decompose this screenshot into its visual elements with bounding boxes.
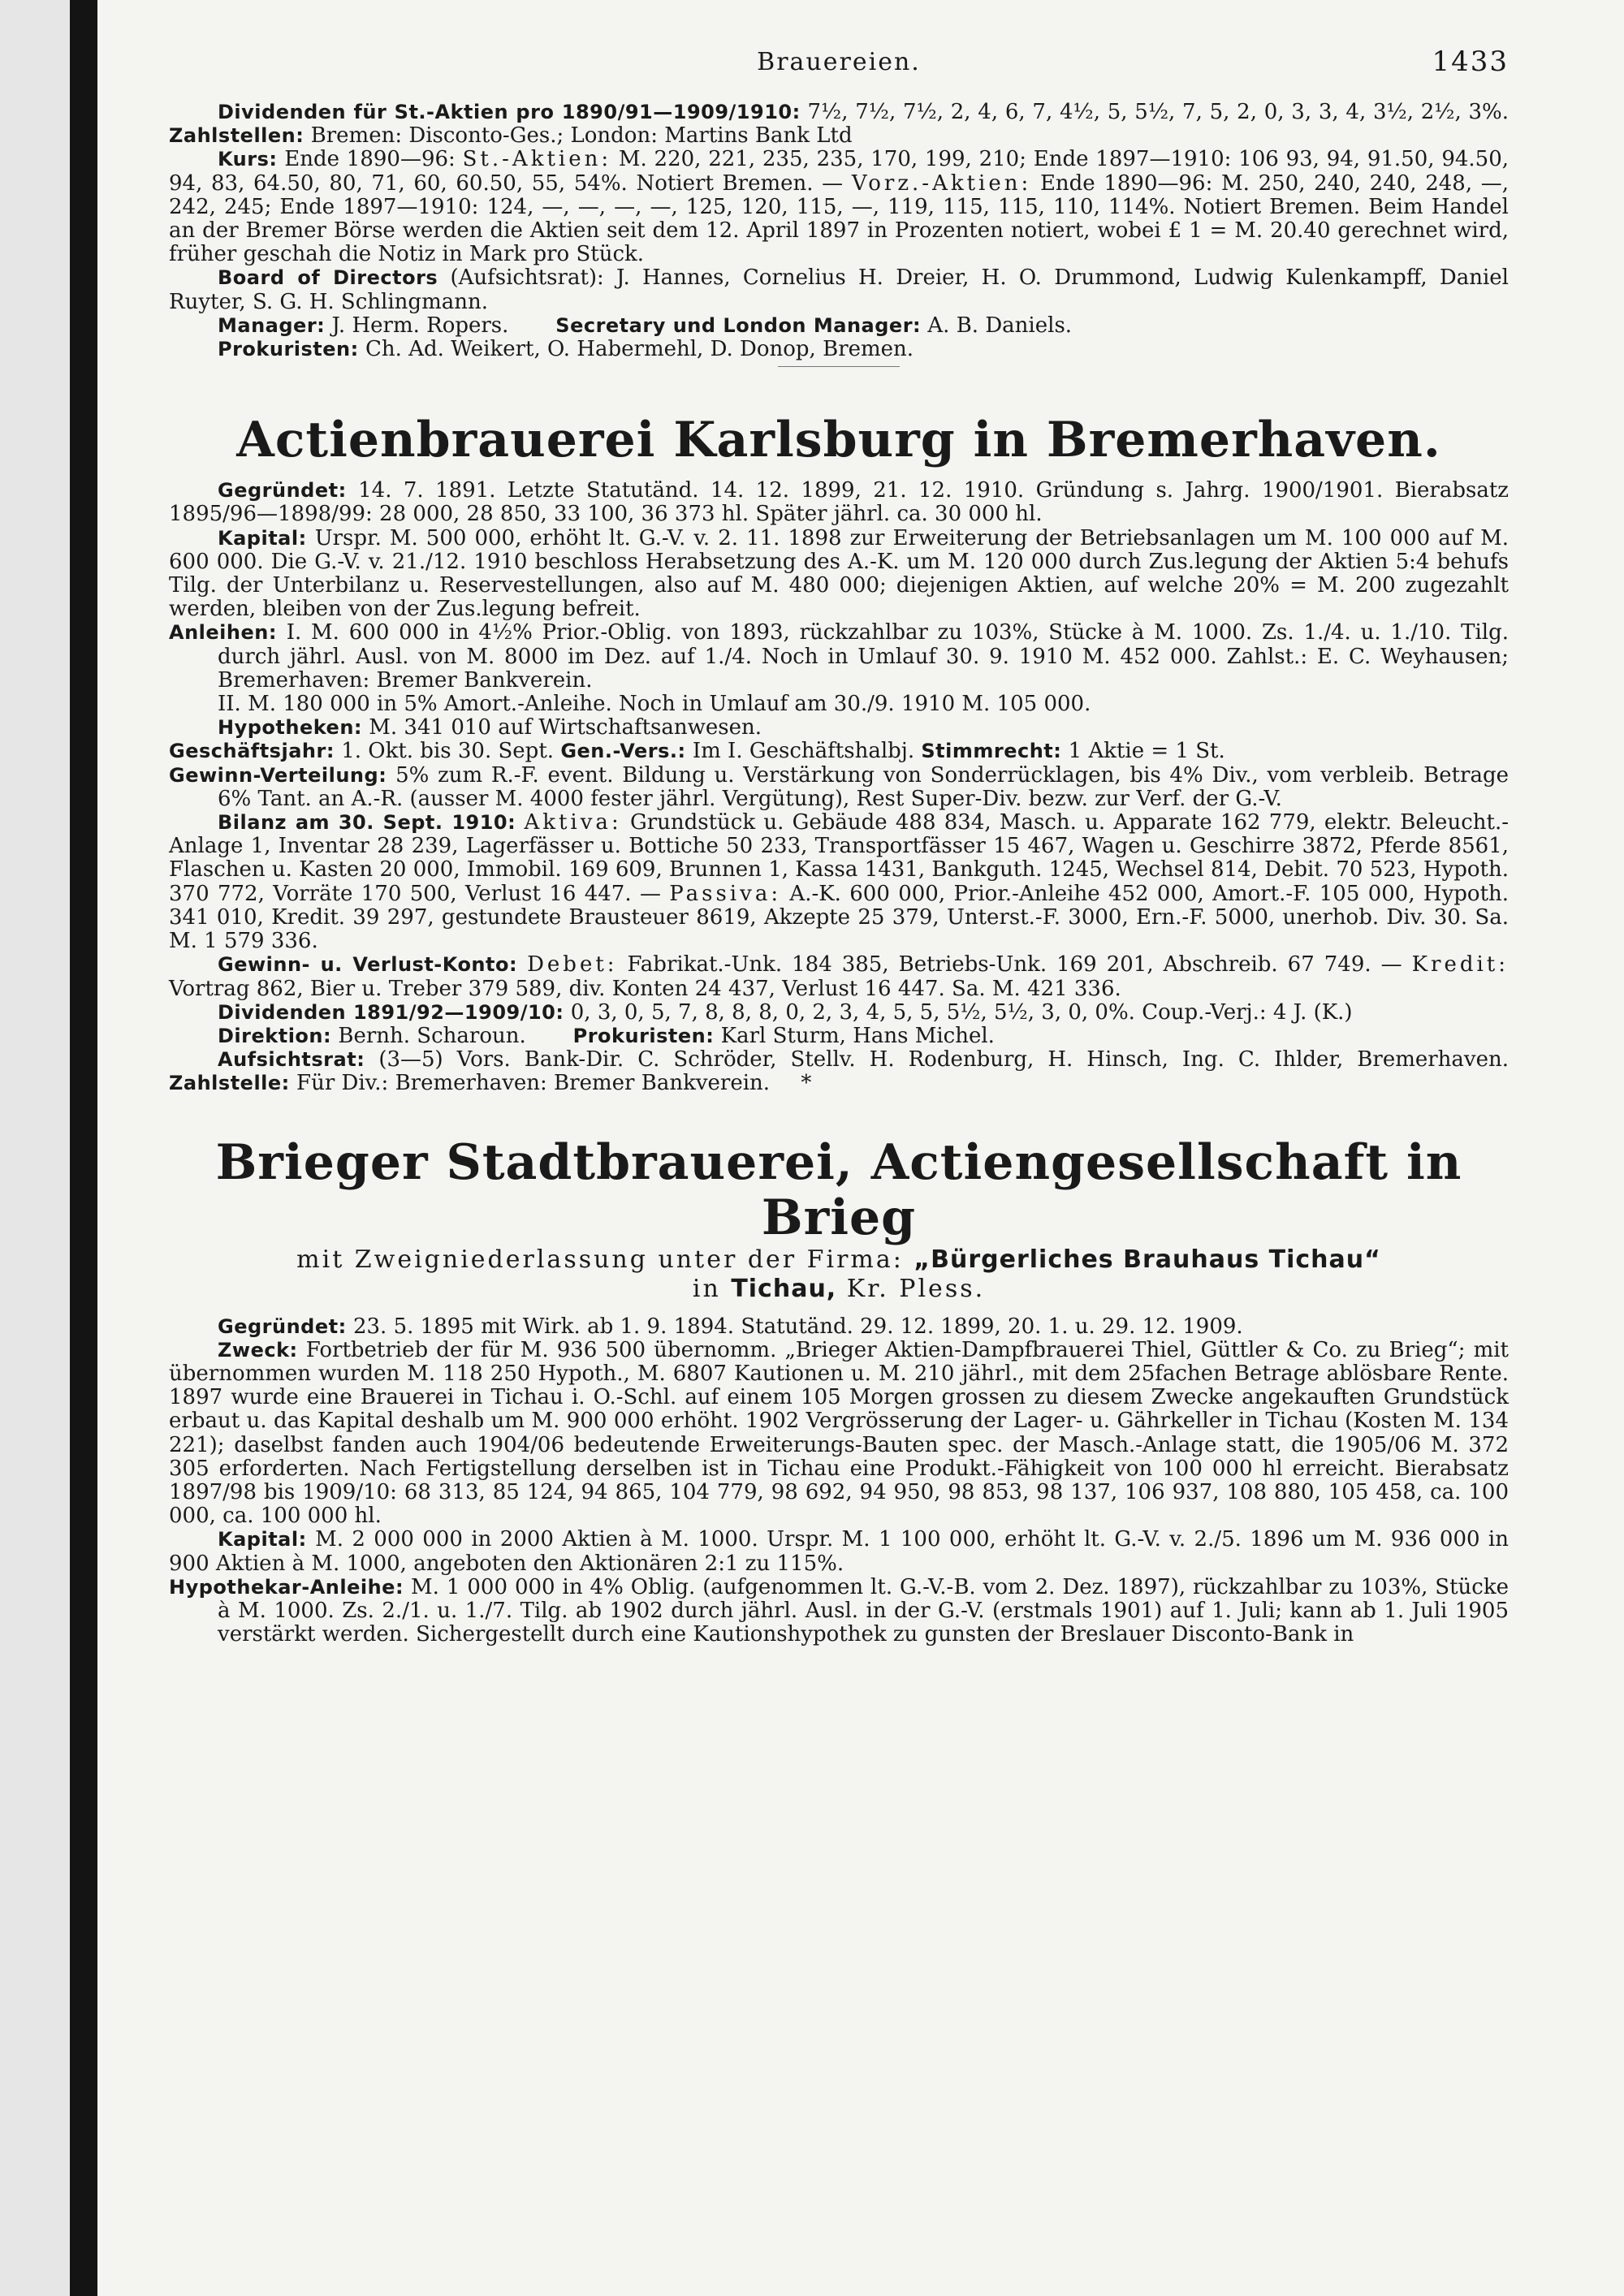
prev-manager-paragraph	[169, 314, 1509, 338]
brieg-kapital-paragraph	[169, 1528, 1509, 1575]
karlsburg-bilanz-label: Bilanz am 30. Sept. 1910:	[218, 811, 516, 835]
karlsburg-direktion-label: Direktion:	[218, 1024, 332, 1047]
entry-subtitle-brieg-line-1	[169, 1245, 1509, 1275]
karlsburg-stimmrecht-text: 1 Aktie = 1 St.	[1068, 739, 1225, 764]
brieg-gegruendet-paragraph	[169, 1315, 1509, 1339]
brieg-zweck-paragraph	[169, 1339, 1509, 1529]
karlsburg-aufsichtsrat-label: Aufsichtsrat:	[218, 1048, 365, 1072]
brieg-gegruendet-text: 23. 5. 1895 mit Wirk. ab 1. 9. 1894. Statutänd. 29. 12. 1899, 20. 1. u. 29. 12. 1909.	[352, 1314, 1243, 1339]
book-binding-edge	[70, 0, 97, 2296]
page-header	[169, 45, 1509, 101]
prev-manager-label: Manager:	[218, 313, 326, 337]
prev-zahlstellen-label: Zahlstellen:	[169, 124, 304, 148]
karlsburg-kapital-paragraph	[169, 527, 1509, 622]
karlsburg-dividenden-paragraph	[169, 1001, 1509, 1025]
footnote-asterisk: *	[801, 1071, 812, 1096]
brieg-subtitle-text-2b: Kr. Pless.	[846, 1274, 986, 1303]
karlsburg-hypotheken-text: M. 341 010 auf Wirtschaftsanwesen.	[369, 715, 762, 740]
prev-dividenden-text: 7½, 7½, 7½, 2, 4, 6, 7, 4½, 5, 5½, 7, 5, 2, 0, 3, 3, 4, 3½, 2½, 3%.	[807, 100, 1510, 124]
karlsburg-kapital-text: Urspr. M. 500 000, erhöht lt. G.-V. v. 2. 11. 1898 zur Erweiterung der Betriebsanlagen um M. 100 000 auf M. 600 000. Die G.-V. v. 21./12. 1910 beschloss Herabsetzung des A.-K. um M. 120 000 durch Zus.legung der Aktien 5:4 behufs Tilg. der Unterbilanz u. Reservestellungen, also auf M. 480 000; diejenigen Aktien, auf welche 20% = M. 200 zugezahlt werden, bleiben von der Zus.legung befreit.	[169, 525, 1509, 622]
karlsburg-anleihen-text-2: II. M. 180 000 in 5% Amort.-Anleihe. Noch in Umlauf am 30./9. 1910 M. 105 000.	[218, 692, 1091, 717]
karlsburg-anleihen-label: Anleihen:	[169, 621, 277, 645]
prev-kurs-text-2: M. 220, 221, 235, 235, 170, 199, 210; Ende 1897—1910: 106 93, 94, 91.50, 94.50, 94, 83, 64.50, 80, 71, 60, 60.50, 55, 54%. Notiert Bremen. —	[169, 147, 1510, 196]
entry-subtitle-brieg-line-2	[169, 1275, 1509, 1304]
karlsburg-anleihen-text-1: I. M. 600 000 in 4½% Prior.-Oblig. von 1893, rückzahlbar zu 103%, Stücke à M. 1000. Zs. 1./4. u. 1./10. Tilg. durch jährl. Ausl. von M. 8000 im Dez. auf 1./4. Noch in Umlauf 30. 9. 1910 M. 452 000. Zahlst.: E. C. Weyhausen; Bremerhaven: Bremer Bankverein.	[218, 620, 1510, 693]
brieg-gegruendet-label: Gegründet:	[218, 1314, 347, 1338]
karlsburg-dividenden-label: Dividenden 1891/92—1909/10:	[218, 1000, 564, 1024]
karlsburg-bilanz-text-2: A.-K. 600 000, Prior.-Anleihe 452 000, Amort.-F. 105 000, Hypoth. 341 010, Kredit. 39 297, gestundete Brausteuer 8619, Akzepte 25 379, Unterst.-F. 3000, Ern.-F. 5000, unerhob. Div. 30. Sa. M. 1 579 336.	[169, 881, 1510, 954]
entry-karlsburg	[169, 412, 1509, 1095]
karlsburg-gegruendet-label: Gegründet:	[218, 479, 347, 503]
brieg-hypothekar-label: Hypothekar-Anleihe:	[169, 1575, 404, 1599]
karlsburg-gegruendet-text: 14. 7. 1891. Letzte Statutänd. 14. 12. 1899, 21. 12. 1910. Gründung s. Jahrg. 1900/1901. Bierabsatz 1895/96—1898/99: 28 000, 28 850, 33 100, 36 373 hl. Später jährl. ca. 30 000 hl.	[169, 478, 1509, 527]
karlsburg-gegruendet-paragraph	[169, 479, 1509, 526]
karlsburg-aufsichtsrat-paragraph	[169, 1048, 1509, 1095]
prev-prokuristen-paragraph	[169, 338, 1509, 361]
karlsburg-zahlstelle-label: Zahlstelle:	[169, 1072, 290, 1095]
karlsburg-bilanz-aktiva: Aktiva:	[524, 810, 622, 835]
brieg-subtitle-firm: „Bürgerliches Brauhaus Tichau“	[914, 1245, 1381, 1274]
running-head: Brauereien.	[757, 48, 921, 76]
prev-prokuristen-label: Prokuristen:	[218, 338, 359, 361]
prev-secretary-label: Secretary und London Manager:	[555, 313, 922, 337]
karlsburg-geschaeftsjahr-text: 1. Okt. bis 30. Sept.	[341, 739, 555, 764]
karlsburg-gv-debet: Debet:	[527, 952, 618, 978]
karlsburg-gv-konto-paragraph	[169, 953, 1509, 1000]
karlsburg-stimmrecht-label: Stimmrecht:	[921, 740, 1062, 763]
karlsburg-prokuristen-text: Karl Sturm, Hans Michel.	[720, 1023, 995, 1048]
karlsburg-kapital-label: Kapital:	[218, 526, 307, 550]
prev-board-paragraph	[169, 266, 1509, 313]
prev-manager-text: J. Herm. Ropers.	[331, 313, 509, 338]
brieg-kapital-text: M. 2 000 000 in 2000 Aktien à M. 1000. Urspr. M. 1 100 000, erhöht lt. G.-V. v. 2./5. 1896 um M. 936 000 in 900 Aktien à M. 1000, angeboten den Aktionären 2:1 zu 115%.	[169, 1527, 1509, 1576]
scan-margin	[0, 0, 70, 2296]
karlsburg-geschaeftsjahr-paragraph	[169, 740, 1509, 763]
karlsburg-gv-text-2: Vortrag 862, Bier u. Treber 379 589, div. Konten 24 437, Verlust 16 447. Sa. M. 421 336.	[169, 976, 1121, 1001]
karlsburg-gv-text-1: Fabrikat.-Unk. 184 385, Betriebs-Unk. 169 201, Abschreib. 67 749. —	[627, 952, 1402, 978]
page-number: 1433	[1432, 45, 1509, 78]
previous-entry-continuation	[169, 101, 1509, 367]
karlsburg-gewinn-paragraph	[169, 764, 1509, 811]
brieg-subtitle-place: Tichau,	[731, 1274, 837, 1303]
karlsburg-anleihen-paragraph	[169, 621, 1509, 693]
prev-kurs-paragraph	[169, 148, 1509, 266]
prev-kurs-st-aktien: St.-Aktien:	[462, 147, 612, 172]
entry-title-karlsburg: Actienbrauerei Karlsburg in Bremerhaven.	[236, 412, 1441, 469]
karlsburg-zahlstelle-text: Für Div.: Bremerhaven: Bremer Bankverein.	[296, 1071, 771, 1096]
brieg-zweck-label: Zweck:	[218, 1338, 298, 1362]
prev-board-label: Board of Directors	[218, 266, 438, 290]
karlsburg-aufsichtsrat-text: (3—5) Vors. Bank-Dir. C. Schröder, Stellv. H. Rodenburg, H. Hinsch, Ing. C. Ihlder, Bremerhaven.	[378, 1047, 1510, 1072]
karlsburg-direktion-text: Bernh. Scharoun.	[338, 1023, 526, 1048]
prev-kurs-vorz-aktien: Vorz.-Aktien:	[851, 170, 1032, 196]
prev-dividenden-paragraph	[169, 101, 1509, 148]
karlsburg-genvers-label: Gen.-Vers.:	[560, 740, 686, 763]
entry-brieg	[169, 1135, 1509, 1647]
brieg-hypothekar-paragraph	[169, 1576, 1509, 1647]
brieg-subtitle-text-2a: in	[692, 1274, 721, 1303]
karlsburg-gv-konto-label: Gewinn- u. Verlust-Konto:	[218, 953, 518, 977]
karlsburg-hypotheken-label: Hypotheken:	[218, 716, 363, 740]
karlsburg-gewinn-label: Gewinn-Verteilung:	[169, 763, 387, 787]
karlsburg-bilanz-paragraph	[169, 811, 1509, 953]
prev-kurs-text-1: Ende 1890—96:	[284, 147, 456, 172]
prev-prokuristen-text: Ch. Ad. Weikert, O. Habermehl, D. Donop, Bremen.	[365, 337, 914, 362]
entry-title-brieg: Brieger Stadtbrauerei, Actiengesellschaft in Brieg	[215, 1133, 1462, 1246]
karlsburg-gv-kredit: Kredit:	[1411, 952, 1509, 978]
karlsburg-direktion-paragraph	[169, 1025, 1509, 1048]
karlsburg-bilanz-text-1: Grundstück u. Gebäude 488 834, Masch. u. Apparate 162 779, elektr. Beleucht.-Anlage 1, Inventar 28 239, Lagerfässer u. Bottiche 50 233, Transportfässer 15 467, Wagen u. Geschirre 3872, Pferde 8561, Flaschen u. Kasten 20 000, Immobil. 169 609, Brunnen 1, Kassa 1431, Bankguth. 1245, Wechsel 814, Debit. 70 523, Hypoth. 370 772, Vorräte 170 500, Verlust 16 447. —	[169, 810, 1509, 906]
karlsburg-prokuristen-label: Prokuristen:	[572, 1024, 715, 1047]
karlsburg-genvers-text: Im I. Geschäftshalbj.	[692, 739, 915, 764]
karlsburg-hypotheken-paragraph	[169, 716, 1509, 740]
karlsburg-dividenden-text: 0, 3, 0, 5, 7, 8, 8, 8, 0, 2, 3, 4, 5, 5, 5½, 5½, 3, 0, 0%. Coup.-Verj.: 4 J. (K.)	[570, 999, 1353, 1025]
page-content	[169, 45, 1510, 1647]
brieg-zweck-text: Fortbetrieb der für M. 936 500 übernomm. „Brieger Aktien-Dampfbrauerei Thiel, Güttler & Co. zu Brieg“; mit übernommen wurden M. 118 250 Hypoth., M. 6807 Kautionen u. M. 210 jährl., mit dem 25fachen Betrage ablösbare Rente. 1897 wurde eine Brauerei in Tichau i. O.-Schl. auf einem 105 Morgen grossen zu diesem Zwecke angekauften Grundstück erbaut u. das Kapital deshalb um M. 900 000 erhöht. 1902 Vergrösserung der Lager- u. Gährkeller in Tichau (Kosten M. 134 221); daselbst fanden auch 1904/06 bedeutende Erweiterungs-Bauten spec. der Masch.-Anlage statt, die 1905/06 M. 372 305 erforderten. Nach Fertigstellung derselben ist in Tichau eine Produkt.-Fähigkeit von 100 000 hl erreicht. Bierabsatz 1897/98 bis 1909/10: 68 313, 85 124, 94 865, 104 779, 98 692, 94 950, 98 853, 98 137, 106 937, 108 880, 105 458, ca. 100 000, ca. 100 000 hl.	[169, 1337, 1509, 1529]
brieg-kapital-label: Kapital:	[218, 1528, 307, 1552]
prev-zahlstellen-text: Bremen: Disconto-Ges.; London: Martins Bank Ltd	[310, 123, 853, 149]
brieg-hypothekar-text: M. 1 000 000 in 4% Oblig. (aufgenommen lt. G.-V.-B. vom 2. Dez. 1897), rückzahlbar zu 103%, Stücke à M. 1000. Zs. 2./1. u. 1./7. Tilg. ab 1902 durch jährl. Ausl. in der G.-V. (erstmals 1901) auf 1. Juli; kann ab 1. Juli 1905 verstärkt werden. Sichergestellt durch eine Kautionshypothek zu gunsten der Breslauer Disconto-Bank in	[218, 1574, 1509, 1647]
karlsburg-anleihen-ii-paragraph	[169, 693, 1509, 716]
prev-dividenden-label: Dividenden für St.-Aktien pro 1890/91—1909/1910:	[218, 101, 801, 123]
prev-board-text: (Aufsichtsrat): J. Hannes, Cornelius H. Dreier, H. O. Drummond, Ludwig Kulenkampff, Daniel Ruyter, S. G. H. Schlingmann.	[169, 265, 1510, 314]
prev-kurs-label: Kurs:	[218, 148, 278, 171]
karlsburg-gewinn-text: 5% zum R.-F. event. Bildung u. Verstärkung von Sonderrücklagen, bis 4% Div., vom verbleib. Betrage 6% Tant. an A.-R. (ausser M. 4000 fester jährl. Vergütung), Rest Super-Div. bezw. zur Verf. der G.-V.	[218, 762, 1510, 811]
karlsburg-bilanz-passiva: Passiva:	[669, 881, 782, 906]
prev-kurs-text-3: Ende 1890—96: M. 250, 240, 240, 248, —, 242, 245; Ende 1897—1910: 124, —, —, —, —, 125, 120, 115, —, 119, 115, 115, 110, 114%. Notiert Bremen. Beim Handel an der Bremer Börse werden die Aktien seit dem 12. April 1897 in Prozenten notiert, wobei £ 1 = M. 20.40 gerechnet wird, früher geschah die Notiz in Mark pro Stück.	[169, 170, 1510, 267]
brieg-subtitle-text-1: mit Zweigniederlassung unter der Firma:	[296, 1245, 904, 1274]
prev-secretary-text: A. B. Daniels.	[927, 313, 1073, 338]
karlsburg-geschaeftsjahr-label: Geschäftsjahr:	[169, 740, 335, 763]
document-page	[97, 0, 1624, 2296]
